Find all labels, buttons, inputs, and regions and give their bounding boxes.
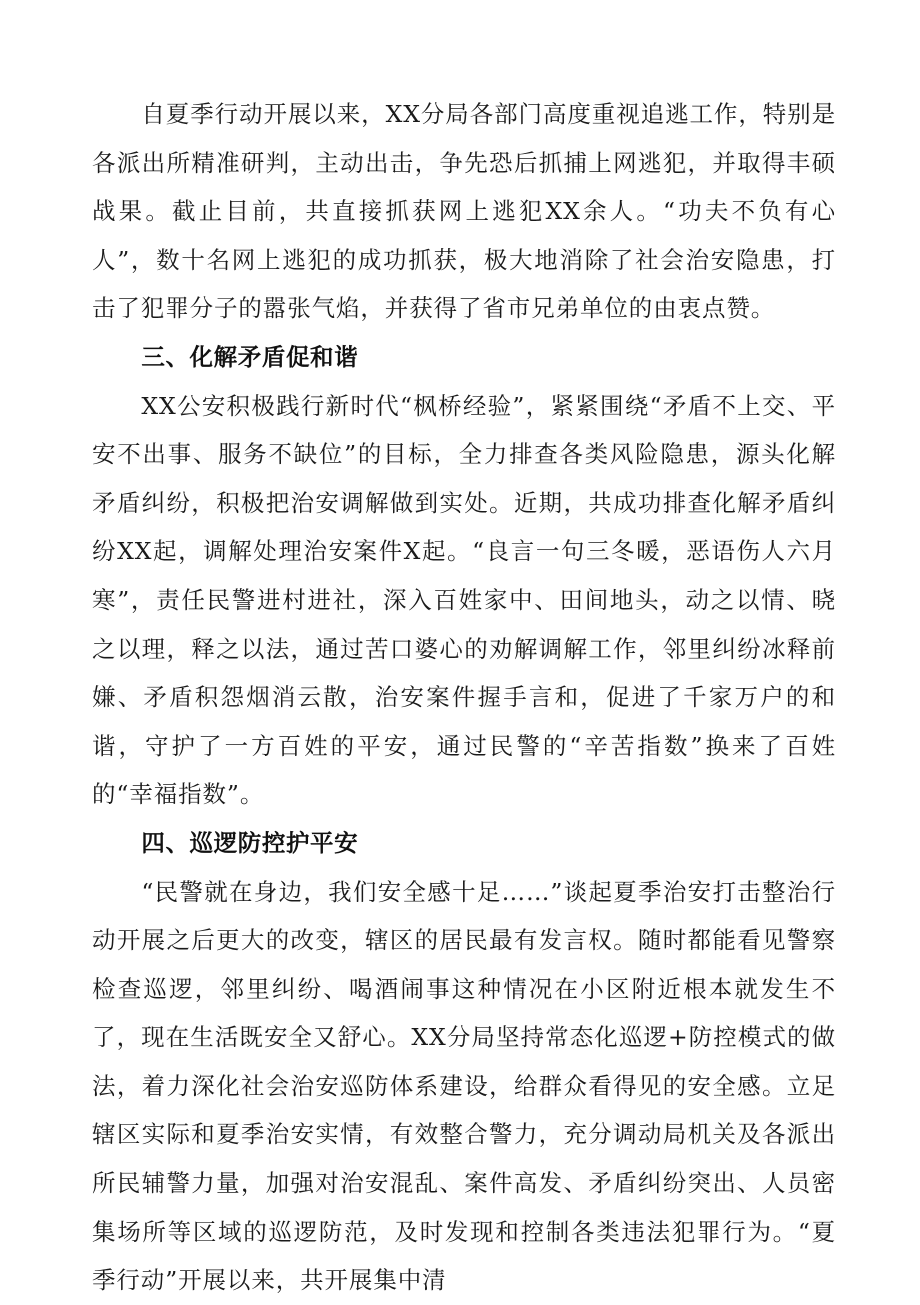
paragraph-patrol-control: “民警就在身边，我们安全感十足……”谈起夏季治安打击整治行动开展之后更大的改变，辖区的居民最有发言权。随时都能看见警察检查巡逻，邻里纠纷、喝酒闹事这种情况在小区附近根本就发生不了，现在生活既安全又舒心。XX分局坚持常态化巡逻+防控模式的做法，着力深化社会治安巡防体系建设，给群众看得见的安全感。立足辖区实际和夏季治安实情，有效整合警力，充分调动局机关及各派出所民辅警力量，加强对治安混乱、案件高发、矛盾纠纷突出、人员密集场所等区域的巡逻防范，及时发现和控制各类违法犯罪行为。“夏季行动”开展以来，共开展集中清: [92, 877, 836, 1295]
section-heading-4: 四、巡逻防控护平安: [141, 828, 359, 857]
paragraph-dispute-resolution: XX公安积极践行新时代“枫桥经验”，紧紧围绕“矛盾不上交、平安不出事、服务不缺位”的目标，全力排查各类风险隐患，源头化解矛盾纠纷，积极把治安调解做到实处。近期，共成功排查化解矛盾纠纷XX起，调解处理治安案件X起。“良言一句三冬暖，恶语伤人六月寒”，责任民警进村进社，深入百姓家中、田间地头，动之以情、晓之以理，释之以法，通过苦口婆心的劝解调解工作，邻里纠纷冰释前嫌、矛盾积怨烟消云散，治安案件握手言和，促进了千家万户的和谐，守护了一方百姓的平安，通过民警的“辛苦指数”换来了百姓的“幸福指数”。: [92, 391, 836, 809]
document-body: [92, 90, 836, 1305]
paragraph-fugitive-capture: 自夏季行动开展以来，XX分局各部门高度重视追逃工作，特别是各派出所精准研判，主动出击，争先恐后抓捕上网逃犯，并取得丰硕战果。截止目前，共直接抓获网上逃犯XX余人。“功夫不负有心人”，数十名网上逃犯的成功抓获，极大地消除了社会治安隐患，打击了犯罪分子的嚣张气焰，并获得了省市兄弟单位的由衷点赞。: [92, 100, 836, 323]
section-heading-3: 三、化解矛盾促和谐: [141, 342, 359, 371]
